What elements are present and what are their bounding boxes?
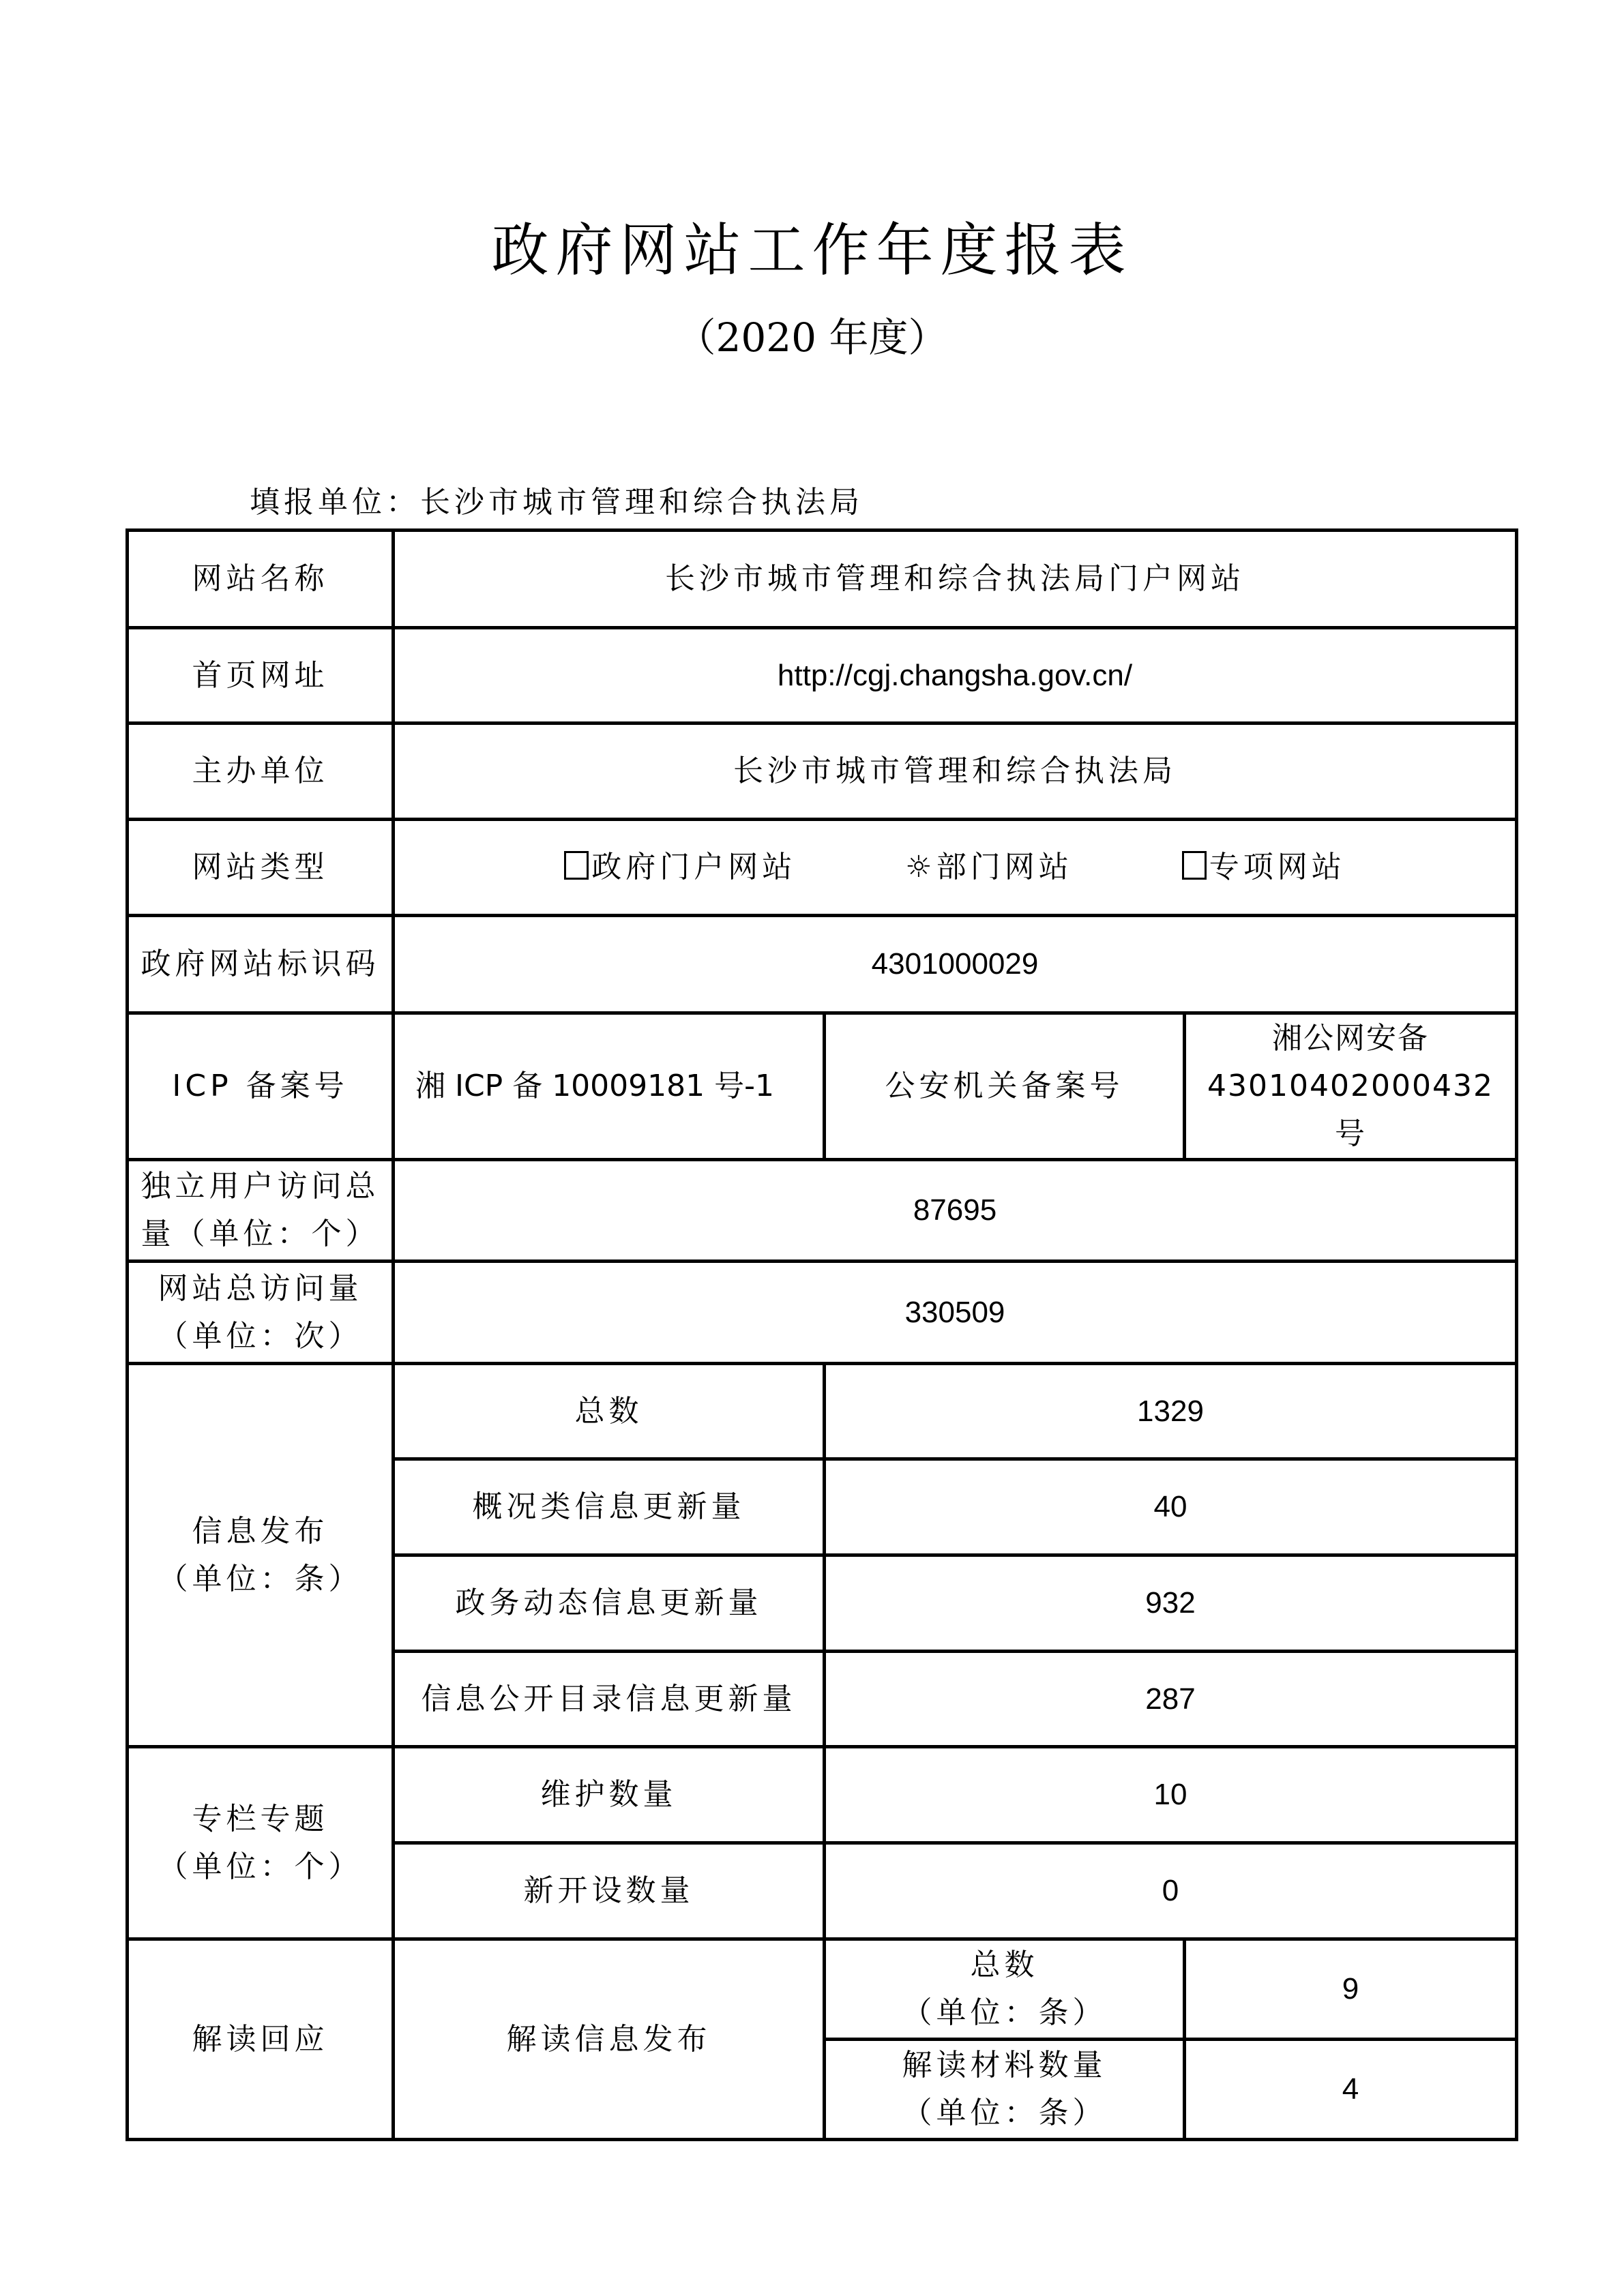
column-item-value: 10	[825, 1747, 1517, 1843]
info-item-label: 信息公开目录信息更新量	[394, 1652, 825, 1747]
value-total-visits: 330509	[394, 1262, 1517, 1364]
label-line1: 信息发布	[192, 1513, 329, 1549]
value-site-name: 长沙市城市管理和综合执法局门户网站	[394, 531, 1517, 628]
table-row	[128, 724, 1517, 820]
label-line1: 专栏专题	[192, 1801, 329, 1836]
value-unique-visitors: 87695	[394, 1160, 1517, 1262]
table-row	[128, 628, 1517, 724]
label-line1: 解读材料数量	[902, 2048, 1107, 2083]
info-item-value: 932	[825, 1555, 1517, 1652]
option-label: 部门网站	[936, 850, 1073, 884]
label-icp: ICP 备案号	[128, 1013, 394, 1160]
label-homepage: 首页网址	[128, 628, 394, 724]
label-site-code: 政府网站标识码	[128, 916, 394, 1013]
table-row	[128, 1747, 1517, 1843]
police-record-line1: 湘公网安备	[1272, 1021, 1429, 1056]
report-table	[126, 528, 1518, 2141]
info-item-label: 政务动态信息更新量	[394, 1555, 825, 1652]
value-homepage: http://cgj.changsha.gov.cn/	[394, 628, 1517, 724]
table-row	[128, 1160, 1517, 1262]
police-record-line2: 43010402000432 号	[1207, 1069, 1494, 1151]
label-sponsor: 主办单位	[128, 724, 394, 820]
label-columns	[128, 1747, 394, 1939]
page-subtitle: （2020 年度）	[676, 314, 948, 361]
info-item-label: 概况类信息更新量	[394, 1459, 825, 1555]
interp-item-label	[825, 1939, 1185, 2040]
label-line2: （单位：次）	[158, 1318, 363, 1354]
info-item-value: 287	[825, 1652, 1517, 1747]
label-info-publish	[128, 1364, 394, 1747]
interp-item-value: 4	[1185, 2040, 1517, 2140]
label-total-visits	[128, 1262, 394, 1364]
value-sponsor: 长沙市城市管理和综合执法局	[394, 724, 1517, 820]
table-row	[128, 1364, 1517, 1459]
label-line1: 独立用户访问总	[141, 1169, 380, 1204]
interp-item-label	[825, 2040, 1185, 2140]
label-line2: （单位：条）	[158, 1561, 363, 1596]
option-department[interactable]	[905, 844, 1072, 891]
table-row	[128, 1013, 1517, 1160]
label-police-record: 公安机关备案号	[825, 1013, 1185, 1160]
label-line2: （单位：个）	[158, 1849, 363, 1884]
label-line1: 网站总访问量	[158, 1270, 363, 1306]
table-row	[128, 1939, 1517, 2040]
value-site-code: 4301000029	[394, 916, 1517, 1013]
label-site-type: 网站类型	[128, 820, 394, 916]
option-special[interactable]	[1182, 844, 1346, 891]
interp-item-value: 9	[1185, 1939, 1517, 2040]
label-interpretation: 解读回应	[128, 1939, 394, 2140]
info-item-label: 总数	[394, 1364, 825, 1459]
table-row	[128, 916, 1517, 1013]
table-row	[128, 531, 1517, 628]
column-item-label: 维护数量	[394, 1747, 825, 1843]
option-label: 专项网站	[1209, 850, 1346, 884]
site-type-options	[394, 820, 1517, 916]
option-portal[interactable]	[564, 844, 796, 891]
label-line1: 总数	[970, 1948, 1039, 1982]
value-police-record	[1185, 1013, 1517, 1160]
checked-sun-icon: ☼	[905, 850, 936, 884]
value-icp: 湘 ICP 备 10009181 号-1	[394, 1013, 825, 1160]
info-item-value: 1329	[825, 1364, 1517, 1459]
column-item-value: 0	[825, 1843, 1517, 1939]
label-line2: （单位：条）	[902, 1995, 1107, 2030]
table-row	[128, 820, 1517, 916]
label-site-name: 网站名称	[128, 531, 394, 628]
filling-unit-value: 长沙市城市管理和综合执法局	[420, 485, 863, 520]
page-title: 政府网站工作年度报表	[491, 217, 1133, 284]
filling-unit-label: 填报单位：	[250, 485, 420, 520]
label-line2: 量（单位：个）	[141, 1217, 380, 1251]
option-label: 政府门户网站	[591, 850, 797, 884]
info-item-value: 40	[825, 1459, 1517, 1555]
label-line2: （单位：条）	[902, 2096, 1107, 2130]
checkbox-empty-icon	[564, 851, 589, 880]
label-unique-visitors	[128, 1160, 394, 1262]
label-interpretation-publish: 解读信息发布	[394, 1939, 825, 2140]
filling-unit	[250, 477, 863, 521]
column-item-label: 新开设数量	[394, 1843, 825, 1939]
checkbox-empty-icon	[1182, 851, 1207, 880]
table-row	[128, 1262, 1517, 1364]
